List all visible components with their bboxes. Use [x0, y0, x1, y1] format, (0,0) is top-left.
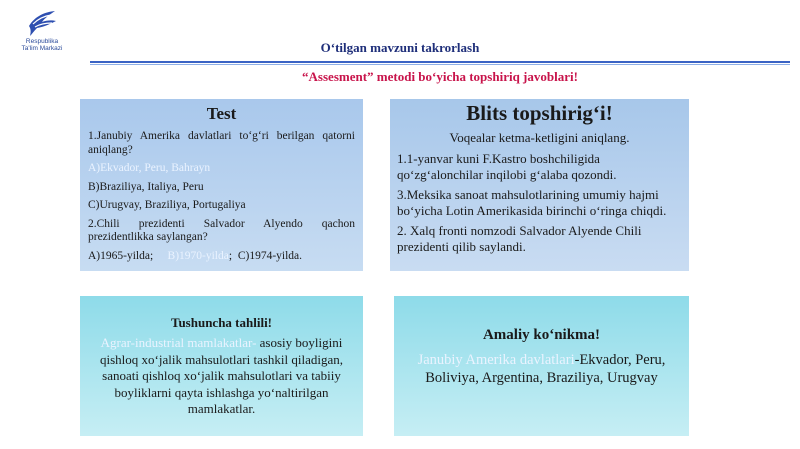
test-q1-answer: A)Ekvador, Peru, Bahrayn	[88, 162, 211, 174]
test-q1-option-b: B)Braziliya, Italiya, Peru	[88, 180, 204, 193]
test-question-1: 1.Janubiy Amerika davlatlari to‘g‘ri berilgan qatorni aniqlang?	[88, 130, 355, 156]
dove-logo-icon	[25, 8, 59, 38]
header-divider	[90, 61, 790, 63]
test-card	[80, 99, 363, 271]
amaliy-answer: -Ekvador, Peru, Boliviya, Argentina, Braziliya, Urugvay	[425, 352, 666, 386]
blits-card	[390, 99, 689, 271]
test-q2-answer: B)1970-yilda	[167, 249, 229, 262]
blits-item: 3.Meksika sanoat mahsulotlarining umumiy hajmi bo‘yicha Lotin Amerikasida birinchi o‘ringa chiqdi.	[397, 187, 667, 218]
logo-line-2: Ta'lim Markazi	[21, 45, 63, 52]
tushuncha-body	[88, 335, 355, 418]
blits-item: 2. Xalq fronti nomzodi Salvador Alyende Chili prezidenti qilib saylandi.	[397, 223, 642, 254]
test-title: Test	[206, 104, 237, 123]
test-q2-separator: ;	[228, 249, 233, 262]
test-body	[88, 130, 355, 268]
blits-subtitle: Voqealar ketma-ketligini aniqlang.	[449, 130, 630, 145]
amaliy-body	[408, 351, 675, 387]
tushuncha-definition: asosiy boyligini qishloq xo‘jalik mahsulotlari tashkil qiladigan, sanoati qishloq xo‘jalik mahsulotlari va tabiiy boyliklarni qayta ishlashga yo‘naltirilgan mamlakatlar.	[100, 335, 343, 416]
test-q2-option-a: A)1965-yilda;	[88, 249, 154, 262]
blits-body	[397, 151, 681, 259]
amaliy-title: Amaliy ko‘nikma!	[482, 327, 601, 343]
test-q1-option-c: C)Urugvay, Braziliya, Portugaliya	[88, 199, 246, 211]
test-q2-option-c: C)1974-yilda.	[237, 249, 303, 262]
page-subtitle: “Assesment” metodi bo‘yicha topshiriq javoblari!	[302, 69, 578, 84]
amaliy-card	[394, 296, 689, 436]
logo-line-1: Respublika	[25, 38, 59, 45]
page-title: O‘tilgan mavzuni takrorlash	[320, 40, 480, 55]
tushuncha-title: Tushuncha tahlili!	[170, 315, 273, 330]
tushuncha-card	[80, 296, 363, 436]
header-divider-thin	[90, 64, 790, 65]
blits-title: Blits topshirig‘i!	[466, 101, 613, 125]
blits-item: 1.1-yanvar kuni F.Kastro boshchiligida qo‘zg‘alonchilar inqilobi g‘alaba qozondi.	[397, 151, 617, 182]
amaliy-term: Janubiy Amerika davlatlari	[417, 352, 575, 368]
test-q2-options	[88, 250, 355, 264]
test-question-2: 2.Chili prezidenti Salvador Alyendo qachon prezidentlikka saylangan?	[88, 217, 355, 243]
tushuncha-term: Agrar-industrial mamlakatlar-	[100, 335, 257, 350]
